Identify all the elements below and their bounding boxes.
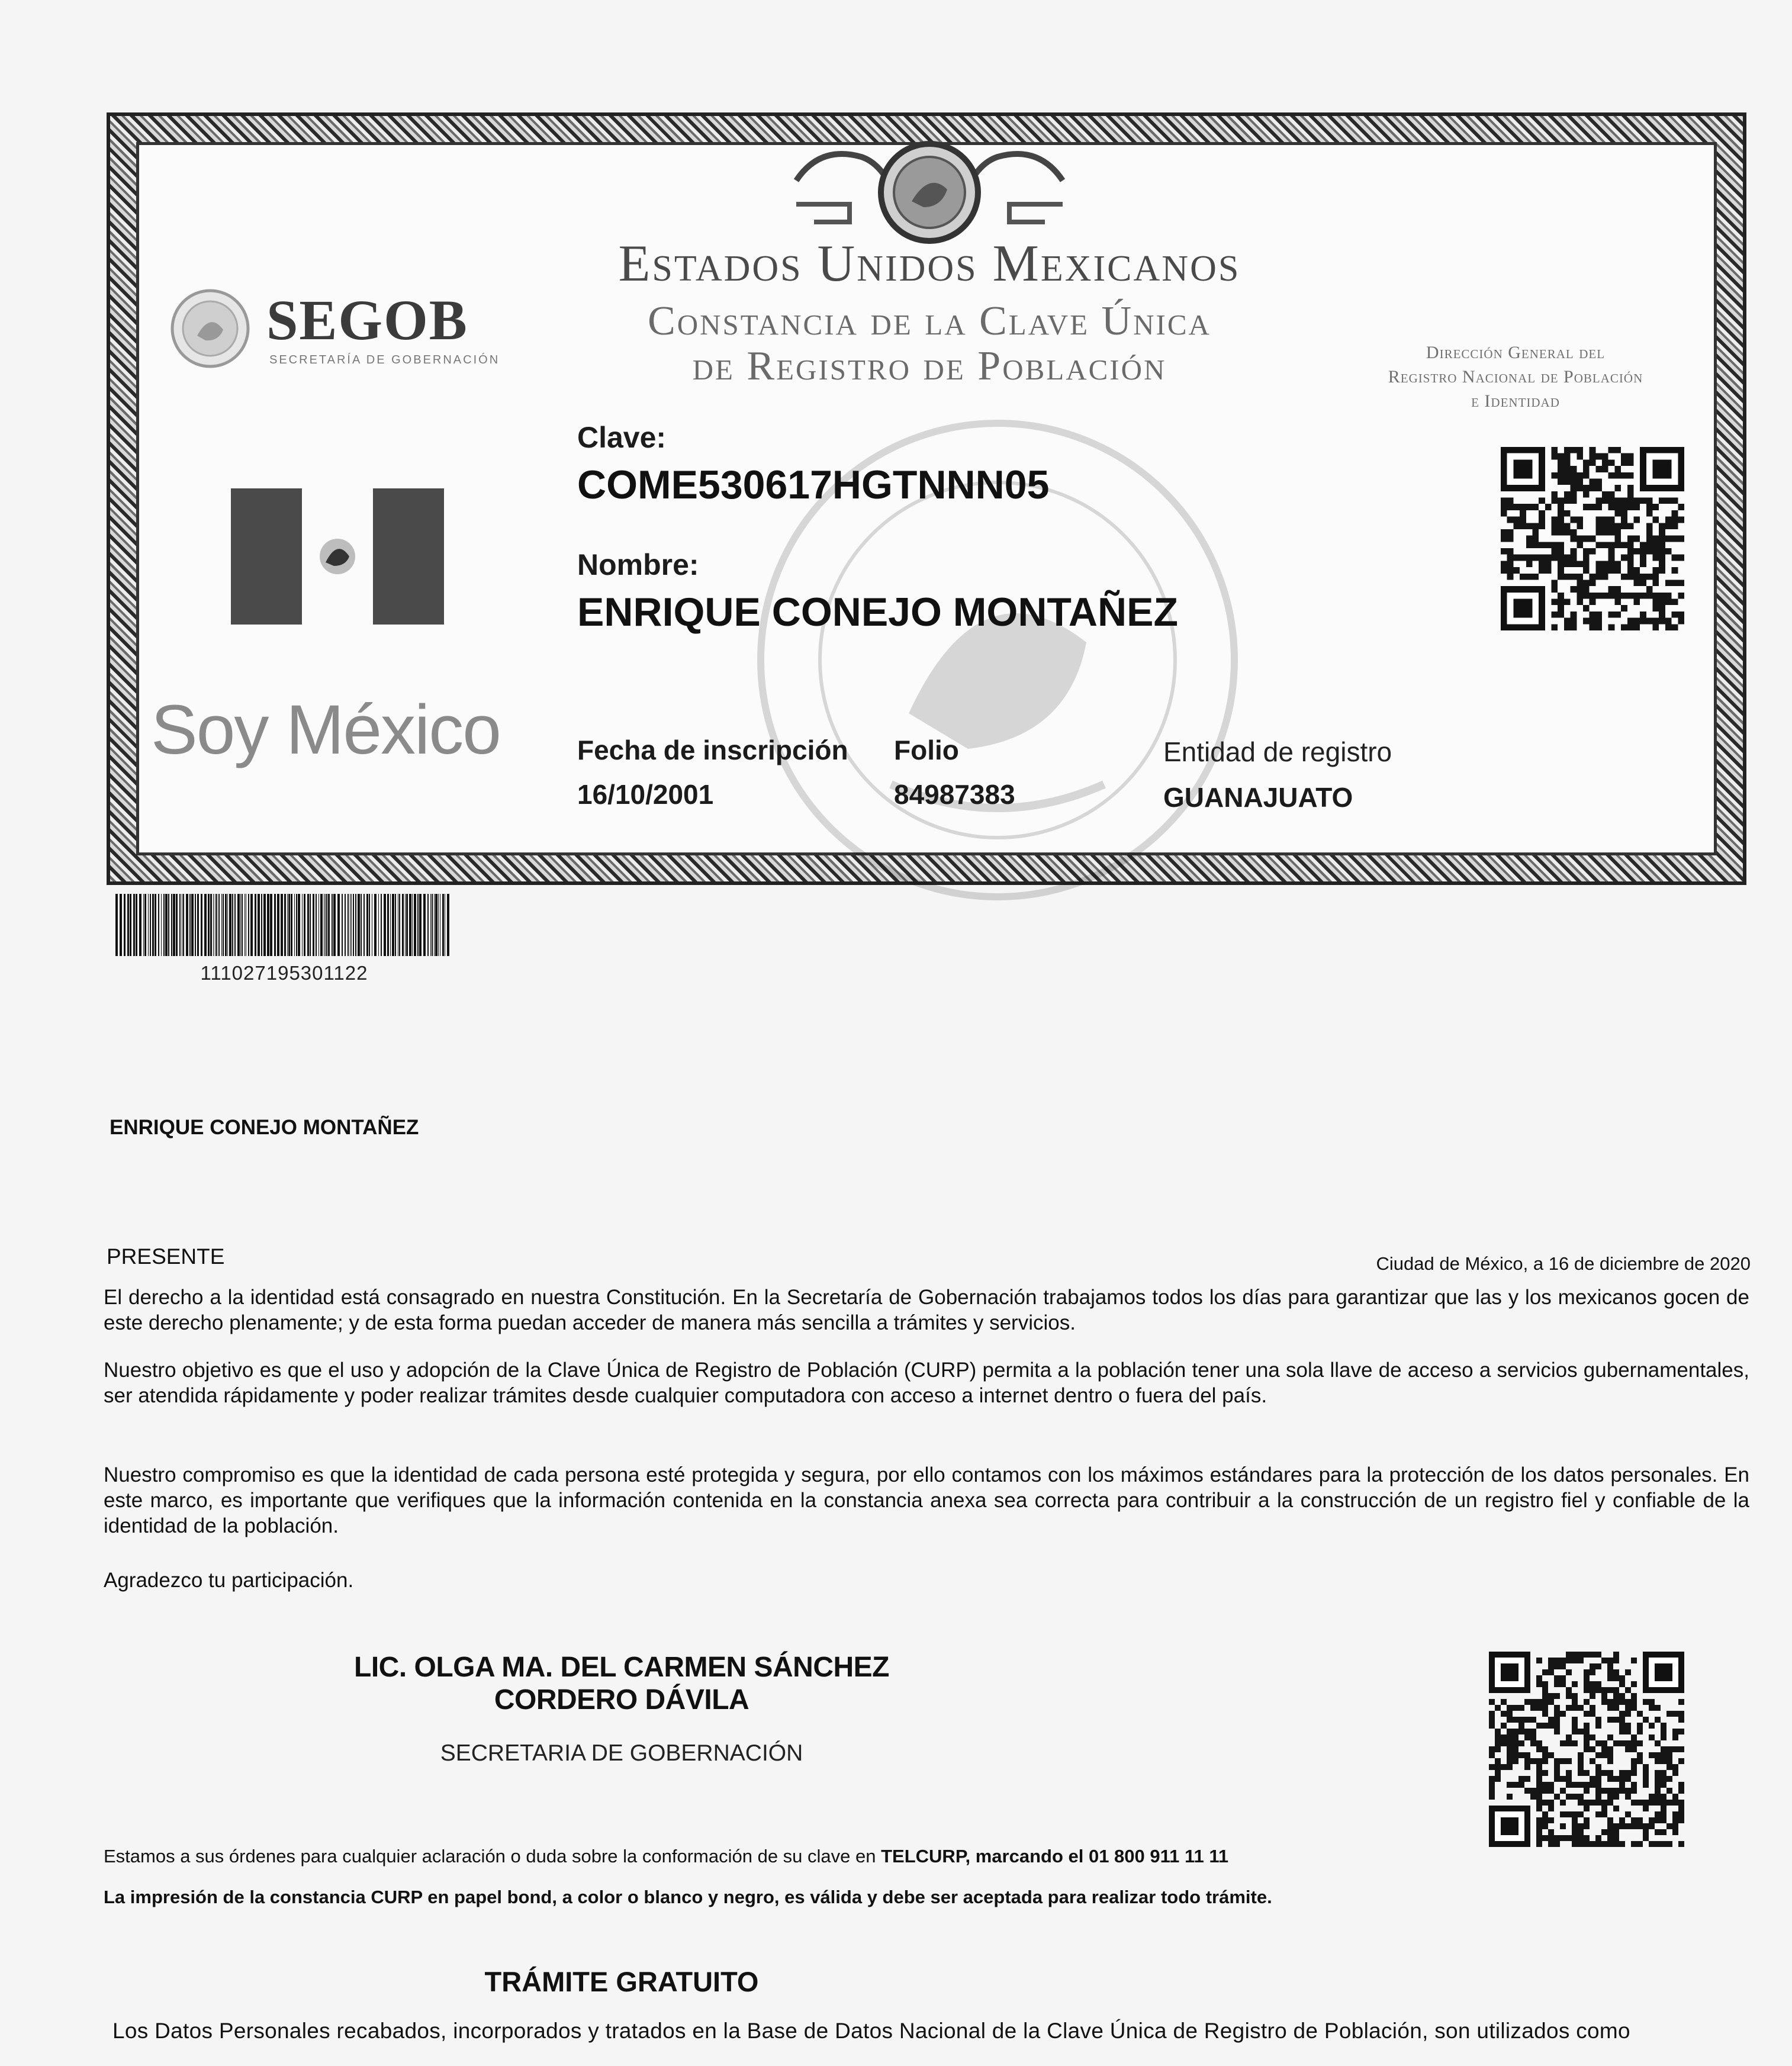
barcode-number: 111027195301122 bbox=[200, 962, 368, 984]
clave-value: COME530617HGTNNN05 bbox=[577, 462, 1050, 507]
telcurp-notice bbox=[104, 1846, 1228, 1867]
national-seal-icon bbox=[784, 127, 1074, 246]
dgrnpi-block bbox=[1323, 340, 1708, 413]
dgr-line-1: Dirección General del bbox=[1426, 343, 1606, 362]
segob-logo-text: SEGOB bbox=[266, 288, 468, 352]
telcurp-phone: TELCURP, marcando el 01 800 911 11 11 bbox=[881, 1846, 1229, 1867]
title-estados-unidos-mexicanos: Estados Unidos Mexicanos bbox=[618, 235, 1241, 292]
telcurp-text: Estamos a sus órdenes para cualquier aclaración o duda sobre la conformación de su clave en bbox=[104, 1846, 881, 1867]
letter-recipient: ENRIQUE CONEJO MONTAÑEZ bbox=[110, 1116, 419, 1139]
fecha-inscripcion-label: Fecha de inscripción bbox=[577, 735, 848, 765]
folio-value: 84987383 bbox=[894, 779, 1015, 810]
barcode-icon bbox=[115, 894, 453, 956]
title-constancia-line1: Constancia de la Clave Única bbox=[648, 298, 1211, 344]
certificate-inner-frame bbox=[136, 142, 1717, 855]
letter-paragraph-2: Nuestro objetivo es que el uso y adopción de la Clave Única de Registro de Población (CURP) permita a la población tener una sola llave de acceso a servicios gubernamentales, ser atendida rápidamente y poder realizar trámites desde cualquier computadora con acceso a internet dentro o fuera del país. bbox=[104, 1359, 1749, 1407]
nombre-label: Nombre: bbox=[577, 548, 699, 581]
letter-paragraph-3: Nuestro compromiso es que la identidad de cada persona esté protegida y segura, por ello contamos con los máximos estándares para la protección de los datos personales. En este marco, es importante que verifiques que la información contenida en la constancia anexa sea correcta para contribuir a la construcción de un registro fiel y confiable de la identidad de la población. bbox=[104, 1463, 1749, 1537]
nombre-value: ENRIQUE CONEJO MONTAÑEZ bbox=[577, 590, 1179, 635]
dgr-line-3: e Identidad bbox=[1471, 391, 1560, 411]
folio-label: Folio bbox=[894, 735, 959, 765]
segob-subtitle: SECRETARÍA DE GOBERNACIÓN bbox=[269, 353, 500, 366]
curp-certificate bbox=[107, 112, 1746, 885]
title-constancia-line2: de Registro de Población bbox=[692, 343, 1167, 389]
privacy-footer: Los Datos Personales recabados, incorporados y tratados en la Base de Datos Nacional de la Clave Única de Registro de Población, son utilizados como bbox=[112, 2019, 1630, 2043]
signer-role: SECRETARIA DE GOBERNACIÓN bbox=[440, 1740, 803, 1766]
legal-validity-notice: La impresión de la constancia CURP en papel bond, a color o blanco y negro, es válida y debe ser aceptada para realizar todo trámite. bbox=[104, 1887, 1272, 1907]
clave-label: Clave: bbox=[577, 421, 667, 454]
segob-emblem-icon bbox=[169, 287, 252, 370]
letter-paragraph-1: El derecho a la identidad está consagrado en nuestra Constitución. En la Secretaría de Gobernación trabajamos todos los días para garantizar que las y los mexicanos gocen de este derecho plenamente; y de esta forma puedan acceder de manera más sencilla a trámites y servicios. bbox=[104, 1286, 1749, 1334]
certificate-qr-code-icon bbox=[1501, 447, 1684, 630]
mexican-flag-icon bbox=[231, 488, 444, 625]
entidad-registro-label: Entidad de registro bbox=[1163, 736, 1392, 767]
fecha-inscripcion-value: 16/10/2001 bbox=[577, 779, 714, 810]
entidad-registro-value: GUANAJUATO bbox=[1163, 782, 1353, 813]
letter-paragraph-4: Agradezco tu participación. bbox=[104, 1569, 354, 1592]
tramite-gratuito-heading: TRÁMITE GRATUITO bbox=[484, 1966, 759, 1997]
signer-name: LIC. OLGA MA. DEL CARMEN SÁNCHEZ CORDERO DÁVILA bbox=[354, 1652, 889, 1716]
dgr-line-2: Registro Nacional de Población bbox=[1388, 367, 1643, 387]
letter-qr-code-icon bbox=[1489, 1652, 1684, 1847]
soy-mexico-slogan: Soy México bbox=[151, 691, 500, 769]
letter-place-date: Ciudad de México, a 16 de diciembre de 2020 bbox=[1376, 1253, 1751, 1274]
letter-salutation: PRESENTE bbox=[107, 1244, 225, 1269]
